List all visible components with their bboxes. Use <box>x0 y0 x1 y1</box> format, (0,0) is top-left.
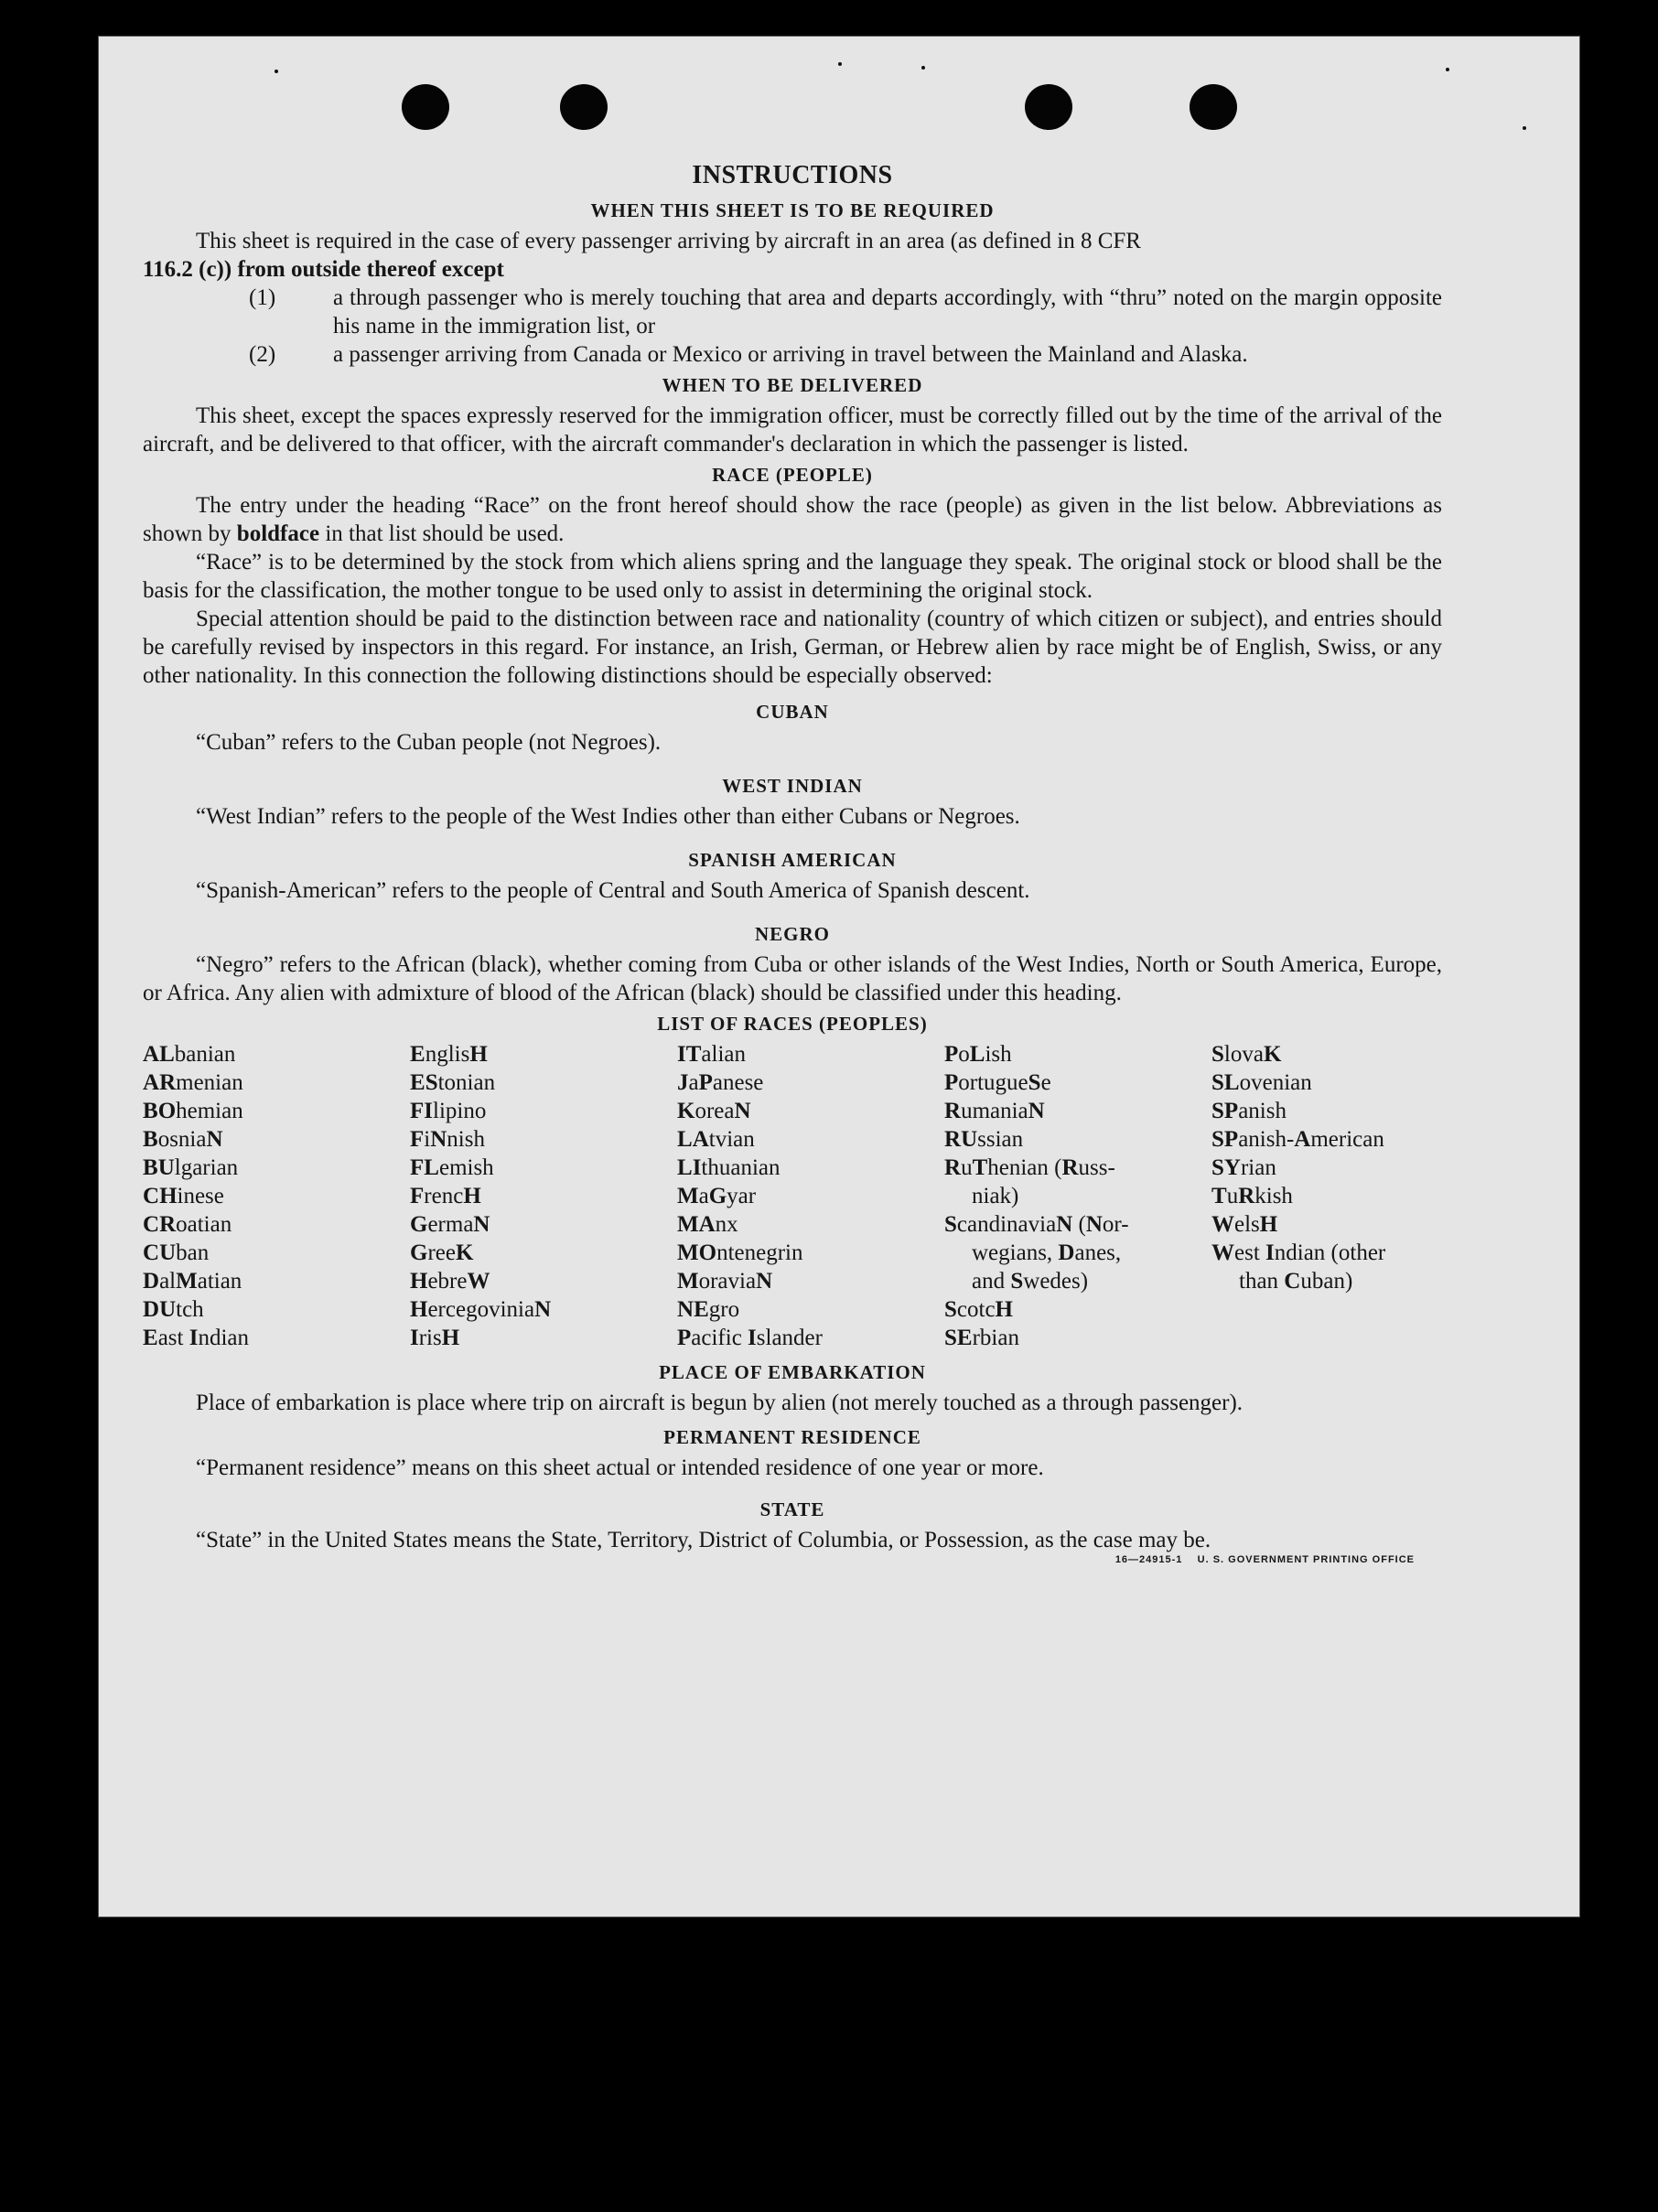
race-entry: CRoatian <box>143 1212 232 1237</box>
speck <box>838 62 842 66</box>
printer-name: U. S. GOVERNMENT PRINTING OFFICE <box>1197 1554 1415 1565</box>
race-entry: SErbian <box>944 1326 1019 1350</box>
race-entry: BUlgarian <box>143 1155 239 1180</box>
race-column <box>1211 1040 1449 1352</box>
paragraph <box>143 255 1442 284</box>
section-heading: NEGRO <box>754 923 830 945</box>
race-entry: DalMatian <box>143 1269 242 1294</box>
paragraph: “Spanish-American” refers to the people of Central and South America of Spanish descent. <box>196 878 1030 903</box>
section-heading: PLACE OF EMBARKATION <box>659 1361 926 1383</box>
item-text: a through passenger who is merely touching that area and departs accordingly, with “thru” noted on the margin opposite his name in the immigration list, or <box>333 285 1442 338</box>
paragraph <box>143 491 1442 548</box>
item-text: a passenger arriving from Canada or Mexico or arriving in travel between the Mainland and Alaska. <box>333 342 1248 367</box>
race-entry: niak) <box>972 1184 1019 1208</box>
race-entry: EnglisH <box>410 1042 488 1067</box>
footer <box>143 1554 1442 1571</box>
punch-hole <box>560 84 608 130</box>
paragraph: “Permanent residence” means on this sheet actual or intended residence of one year or more. <box>196 1455 1044 1480</box>
race-entry: MOntenegrin <box>677 1240 803 1265</box>
printer-imprint <box>1115 1554 1415 1565</box>
race-entry: FiNnish <box>410 1127 485 1152</box>
paragraph: “State” in the United States means the State, Territory, District of Columbia, or Possession, as the case may be. <box>196 1528 1211 1552</box>
race-list <box>143 1040 1442 1352</box>
section-heading: PERMANENT RESIDENCE <box>663 1426 921 1448</box>
paragraph: “West Indian” refers to the people of the West Indies other than either Cubans or Negroes. <box>196 804 1020 829</box>
race-entry: DUtch <box>143 1297 204 1322</box>
race-entry: ScandinaviaN (Nor- <box>944 1212 1129 1237</box>
page-title: INSTRUCTIONS <box>692 161 893 189</box>
item-number: (1) <box>249 285 276 310</box>
race-entry: LIthuanian <box>677 1155 781 1180</box>
race-entry: FLemish <box>410 1155 494 1180</box>
race-entry: GreeK <box>410 1240 474 1265</box>
race-column <box>944 1040 1211 1352</box>
speck <box>921 66 925 70</box>
race-entry: PortugueSe <box>944 1070 1051 1095</box>
race-entry: FrencH <box>410 1184 481 1208</box>
text: in that list should be used. <box>319 521 565 546</box>
list-item <box>143 284 1442 340</box>
section-heading: WEST INDIAN <box>722 775 863 797</box>
race-column <box>143 1040 410 1352</box>
section-heading: STATE <box>759 1498 825 1520</box>
paragraph <box>143 227 1442 255</box>
section-heading: LIST OF RACES (PEOPLES) <box>657 1013 928 1035</box>
section-heading: RACE (PEOPLE) <box>712 464 873 486</box>
race-entry: CUban <box>143 1240 210 1265</box>
race-entry: CHinese <box>143 1184 224 1208</box>
race-entry: HebreW <box>410 1269 490 1294</box>
race-entry: WelsH <box>1211 1212 1278 1237</box>
race-entry: ScotcH <box>944 1297 1013 1322</box>
race-entry: NEgro <box>677 1297 740 1322</box>
race-entry: and Swedes) <box>972 1269 1089 1294</box>
paragraph: Place of embarkation is place where trip on aircraft is begun by alien (not merely touched as a through passenger). <box>196 1391 1244 1415</box>
document-page <box>99 37 1579 1917</box>
text: The entry under the heading “Race” on the front hereof should show the race (people) as given in the list below. Abbreviations as shown by <box>143 493 1442 546</box>
text: This sheet is required in the case of every passenger arriving by aircraft in an area (as defined in 8 CFR <box>196 229 1141 253</box>
race-entry: RUssian <box>944 1127 1024 1152</box>
race-entry: JaPanese <box>677 1070 764 1095</box>
paragraph: This sheet, except the spaces expressly reserved for the immigration officer, must be correctly filled out by the time of the arrival of the aircraft, and be delivered to that officer, with the aircraft commander's declaration in which the passenger is listed. <box>143 403 1442 456</box>
punch-hole <box>1025 84 1072 130</box>
section-heading: SPANISH AMERICAN <box>688 849 897 871</box>
text: 116.2 (c)) from outside thereof <box>143 257 442 282</box>
race-entry: than Cuban) <box>1239 1269 1353 1294</box>
race-entry: KoreaN <box>677 1099 751 1123</box>
race-entry: HercegoviniaN <box>410 1297 552 1322</box>
race-entry: SYrian <box>1211 1155 1276 1180</box>
speck <box>1446 68 1449 71</box>
item-number: (2) <box>249 342 276 367</box>
paragraph: “Negro” refers to the African (black), whether coming from Cuba or other islands of the West Indies, North or South America, Europe, or Africa. Any alien with admixture of blood of the African (black) should be classified under this heading. <box>143 952 1442 1005</box>
punch-hole <box>402 84 449 130</box>
race-entry: IrisH <box>410 1326 460 1350</box>
punch-hole <box>1190 84 1237 130</box>
race-entry: West Indian (other <box>1211 1240 1386 1265</box>
race-entry: wegians, Danes, <box>972 1240 1122 1265</box>
race-entry: MoraviaN <box>677 1269 773 1294</box>
race-entry: MaGyar <box>677 1184 757 1208</box>
race-entry: SPanish-American <box>1211 1127 1384 1152</box>
list-item <box>143 340 1442 369</box>
race-entry: ALbanian <box>143 1042 236 1067</box>
race-entry: SLovenian <box>1211 1070 1312 1095</box>
race-column <box>677 1040 944 1352</box>
race-entry: LAtvian <box>677 1127 755 1152</box>
race-entry: ARmenian <box>143 1070 243 1095</box>
paragraph: Special attention should be paid to the distinction between race and nationality (country of which citizen or subject), and entries should be carefully revised by inspectors in this regard. For instance, an Irish, German, or Hebrew alien by race might be of English, Swiss, or any other nationality. In this connection the following distinctions should be especially observed: <box>143 607 1442 688</box>
race-entry: East Indian <box>143 1326 249 1350</box>
bold-text: boldface <box>236 521 320 546</box>
race-column <box>410 1040 677 1352</box>
race-entry: GermaN <box>410 1212 490 1237</box>
race-entry: BOhemian <box>143 1099 243 1123</box>
race-entry: SlovaK <box>1211 1042 1282 1067</box>
bold-text: except <box>441 257 504 282</box>
race-entry: Pacific Islander <box>677 1326 823 1350</box>
race-entry: TuRkish <box>1211 1184 1293 1208</box>
section-heading: WHEN THIS SHEET IS TO BE REQUIRED <box>590 199 995 221</box>
race-entry: SPanish <box>1211 1099 1287 1123</box>
section-heading: CUBAN <box>756 701 829 723</box>
race-entry: EStonian <box>410 1070 496 1095</box>
form-code: 16—24915-1 <box>1114 1554 1183 1565</box>
race-entry: FIlipino <box>410 1099 487 1123</box>
race-entry: PoLish <box>944 1042 1012 1067</box>
race-entry: RuThenian (Russ- <box>944 1155 1115 1180</box>
race-entry: MAnx <box>677 1212 738 1237</box>
race-entry: ITalian <box>677 1042 747 1067</box>
speck <box>275 70 278 73</box>
instructions-content <box>143 161 1442 1571</box>
paragraph: “Race” is to be determined by the stock from which aliens spring and the language they speak. The original stock or blood shall be the basis for the classification, the mother tongue to be used only to assist in determining the original stock. <box>143 550 1442 603</box>
race-entry: RumaniaN <box>944 1099 1045 1123</box>
race-entry: BosniaN <box>143 1127 223 1152</box>
paragraph: “Cuban” refers to the Cuban people (not Negroes). <box>196 730 662 755</box>
speck <box>1523 126 1526 130</box>
section-heading: WHEN TO BE DELIVERED <box>662 374 923 396</box>
